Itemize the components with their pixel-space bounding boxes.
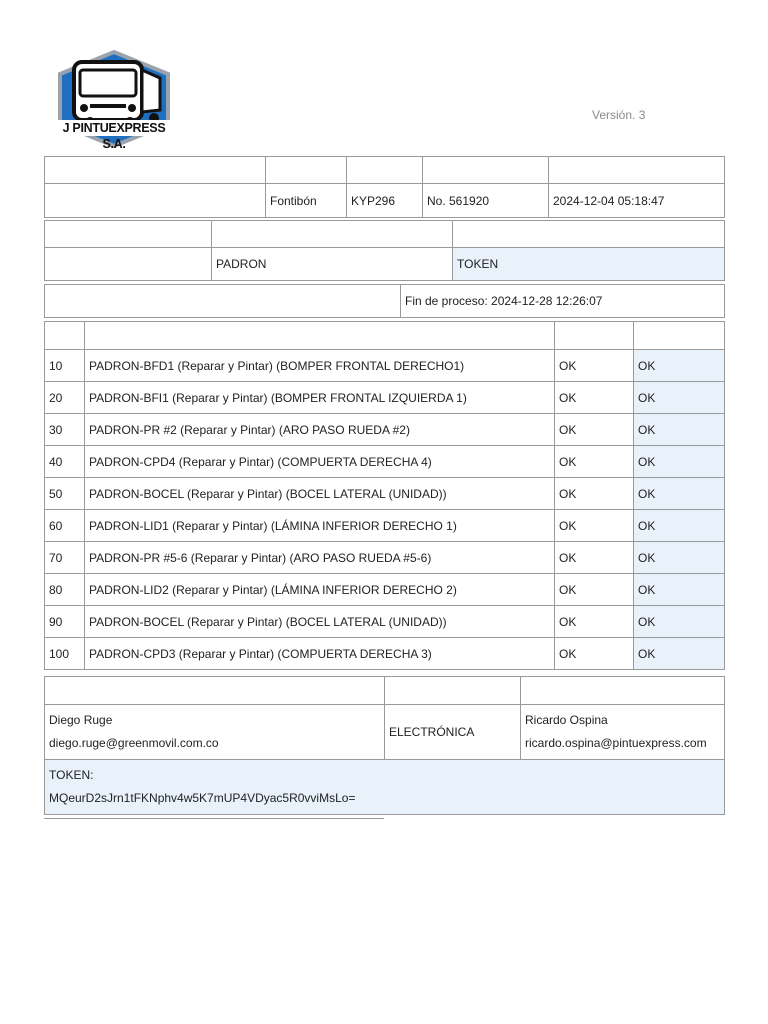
item-status-1: OK bbox=[555, 382, 634, 414]
item-status-2: OK bbox=[634, 542, 725, 574]
blank-cell bbox=[45, 184, 266, 218]
blank-cell bbox=[45, 248, 212, 281]
item-description: PADRON-CPD4 (Reparar y Pintar) (COMPUERTA DERECHA 4) bbox=[85, 446, 555, 478]
company-name: J PINTUEXPRESS S.A. bbox=[62, 121, 166, 151]
table-row bbox=[45, 574, 725, 606]
signatures-table bbox=[44, 676, 725, 815]
left-signer-email: diego.ruge@greenmovil.com.co bbox=[49, 736, 219, 750]
item-number: 40 bbox=[45, 446, 85, 478]
item-status-1: OK bbox=[555, 350, 634, 382]
item-description: PADRON-CPD3 (Reparar y Pintar) (COMPUERTA DERECHA 3) bbox=[85, 638, 555, 670]
blank-cell bbox=[453, 221, 725, 248]
blank-cell bbox=[266, 157, 347, 184]
table-row bbox=[45, 350, 725, 382]
item-description: PADRON-PR #2 (Reparar y Pintar) (ARO PASO RUEDA #2) bbox=[85, 414, 555, 446]
right-signer bbox=[521, 705, 725, 760]
item-status-1: OK bbox=[555, 510, 634, 542]
item-number: 60 bbox=[45, 510, 85, 542]
process-type: PADRON bbox=[212, 248, 453, 281]
table-row bbox=[45, 382, 725, 414]
datetime-value: 2024-12-04 05:18:47 bbox=[549, 184, 725, 218]
blank-cell bbox=[45, 221, 212, 248]
item-status-1: OK bbox=[555, 446, 634, 478]
item-status-2: OK bbox=[634, 510, 725, 542]
item-status-1: OK bbox=[555, 574, 634, 606]
item-status-1: OK bbox=[555, 606, 634, 638]
location-value: Fontibón bbox=[266, 184, 347, 218]
item-status-2: OK bbox=[634, 446, 725, 478]
items-table bbox=[44, 321, 725, 670]
item-number: 70 bbox=[45, 542, 85, 574]
token-value: MQeurD2sJrn1tFKNphv4w5K7mUP4VDyac5R0vviMsLo= bbox=[49, 791, 356, 805]
token-label: TOKEN: bbox=[49, 768, 94, 782]
item-status-1: OK bbox=[555, 638, 634, 670]
right-signer-name: Ricardo Ospina bbox=[525, 713, 608, 727]
version-label: Versión. 3 bbox=[592, 108, 646, 122]
order-number: No. 561920 bbox=[423, 184, 549, 218]
item-number: 80 bbox=[45, 574, 85, 606]
item-description: PADRON-BOCEL (Reparar y Pintar) (BOCEL LATERAL (UNIDAD)) bbox=[85, 478, 555, 510]
left-signer-name: Diego Ruge bbox=[49, 713, 113, 727]
right-signer-email: ricardo.ospina@pintuexpress.com bbox=[525, 736, 707, 750]
item-status-1: OK bbox=[555, 542, 634, 574]
blank-cell bbox=[521, 677, 725, 705]
item-status-2: OK bbox=[634, 606, 725, 638]
item-description: PADRON-LID2 (Reparar y Pintar) (LÁMINA INFERIOR DERECHO 2) bbox=[85, 574, 555, 606]
blank-header-cell bbox=[634, 322, 725, 350]
item-number: 50 bbox=[45, 478, 85, 510]
blank-cell bbox=[45, 677, 385, 705]
item-status-2: OK bbox=[634, 350, 725, 382]
item-number: 100 bbox=[45, 638, 85, 670]
table-row bbox=[45, 446, 725, 478]
plate-value: KYP296 bbox=[347, 184, 423, 218]
blank-cell bbox=[549, 157, 725, 184]
table-row bbox=[45, 606, 725, 638]
signature-line bbox=[44, 818, 384, 819]
signature-method: ELECTRÓNICA bbox=[385, 705, 521, 760]
blank-cell bbox=[385, 677, 521, 705]
item-description: PADRON-LID1 (Reparar y Pintar) (LÁMINA INFERIOR DERECHO 1) bbox=[85, 510, 555, 542]
blank-cell bbox=[347, 157, 423, 184]
item-status-1: OK bbox=[555, 414, 634, 446]
blank-cell bbox=[423, 157, 549, 184]
process-table bbox=[44, 220, 725, 281]
item-status-1: OK bbox=[555, 478, 634, 510]
item-description: PADRON-BFI1 (Reparar y Pintar) (BOMPER FRONTAL IZQUIERDA 1) bbox=[85, 382, 555, 414]
blank-cell bbox=[212, 221, 453, 248]
table-row bbox=[45, 542, 725, 574]
item-status-2: OK bbox=[634, 574, 725, 606]
blank-header-cell bbox=[85, 322, 555, 350]
item-number: 20 bbox=[45, 382, 85, 414]
item-description: PADRON-BOCEL (Reparar y Pintar) (BOCEL LATERAL (UNIDAD)) bbox=[85, 606, 555, 638]
item-number: 30 bbox=[45, 414, 85, 446]
blank-cell bbox=[45, 285, 401, 318]
item-description: PADRON-BFD1 (Reparar y Pintar) (BOMPER FRONTAL DERECHO1) bbox=[85, 350, 555, 382]
item-status-2: OK bbox=[634, 638, 725, 670]
item-description: PADRON-PR #5-6 (Reparar y Pintar) (ARO PASO RUEDA #5-6) bbox=[85, 542, 555, 574]
blank-header-cell bbox=[555, 322, 634, 350]
table-row bbox=[45, 478, 725, 510]
left-signer bbox=[45, 705, 385, 760]
item-number: 10 bbox=[45, 350, 85, 382]
blank-cell bbox=[45, 157, 266, 184]
process-end: Fin de proceso: 2024-12-28 12:26:07 bbox=[401, 285, 725, 318]
item-status-2: OK bbox=[634, 382, 725, 414]
item-number: 90 bbox=[45, 606, 85, 638]
table-row bbox=[45, 414, 725, 446]
auth-method: TOKEN bbox=[453, 248, 725, 281]
token-block bbox=[45, 760, 725, 815]
blank-header-cell bbox=[45, 322, 85, 350]
item-status-2: OK bbox=[634, 478, 725, 510]
end-process-table bbox=[44, 284, 725, 318]
item-status-2: OK bbox=[634, 414, 725, 446]
info-table bbox=[44, 156, 725, 218]
table-row bbox=[45, 510, 725, 542]
company-logo bbox=[50, 50, 178, 151]
table-row bbox=[45, 638, 725, 670]
